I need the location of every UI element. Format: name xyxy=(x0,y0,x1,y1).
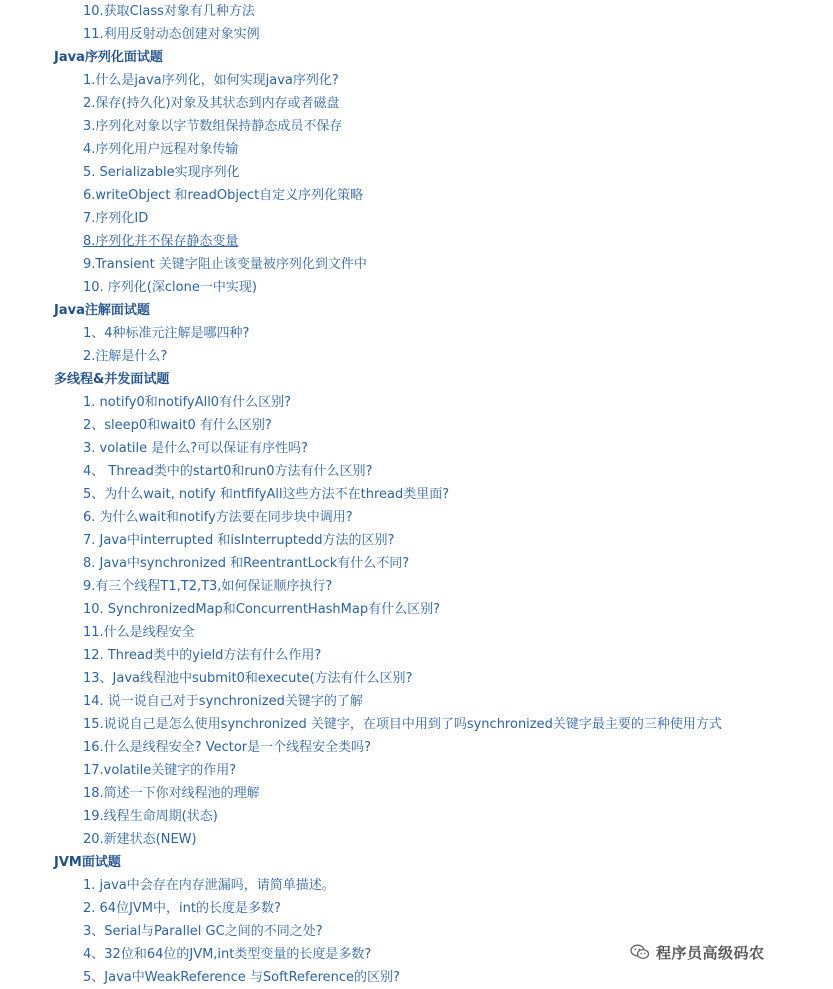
toc-link[interactable]: 5、Java中WeakReference 与SoftReference的区别? xyxy=(83,970,400,985)
toc-link[interactable]: 10. SynchronizedMap和ConcurrentHashMap有什么区别? xyxy=(83,602,441,617)
toc-link[interactable]: 3.序列化对象以字节数组保持静态成员不保存 xyxy=(83,119,343,134)
toc-link[interactable]: 2.保存(持久化)对象及其状态到内存或者磁盘 xyxy=(83,96,340,111)
toc-link[interactable]: 10. 序列化(深clone一中实现) xyxy=(83,280,257,295)
toc-link[interactable]: 11.利用反射动态创建对象实例 xyxy=(83,27,260,42)
toc-link[interactable]: 2、sleep0和wait0 有什么区别? xyxy=(83,418,272,433)
toc-link[interactable]: 6. 为什么wait和notify方法要在同步块中调用? xyxy=(83,510,353,525)
toc-link[interactable]: 11.什么是线程安全 xyxy=(83,625,195,640)
section-heading: JVM面试题 xyxy=(54,855,121,870)
toc-link[interactable]: 5. Serializable实现序列化 xyxy=(83,165,240,180)
toc-link[interactable]: 3、Serial与Parallel GC之间的不同之处? xyxy=(83,924,323,939)
toc-link[interactable]: 6.writeObject 和readObject自定义序列化策略 xyxy=(83,188,364,203)
toc-link[interactable]: 5、为什么wait, notify 和ntfifyAll这些方法不在thread类里面? xyxy=(83,487,450,502)
toc-link[interactable]: 12. Thread类中的yield方法有什么作用? xyxy=(83,648,322,663)
toc-link[interactable]: 9.Transient 关键字阻止该变量被序列化到文件中 xyxy=(83,257,367,272)
toc-link[interactable]: 16.什么是线程安全? Vector是一个线程安全类吗? xyxy=(83,740,372,755)
watermark xyxy=(630,939,765,965)
toc-link[interactable]: 4、32位和64位的JVM,int类型变量的长度是多数? xyxy=(83,947,372,962)
toc-link[interactable]: 18.简述一下你对线程池的理解 xyxy=(83,786,260,801)
toc-link[interactable]: 7.序列化ID xyxy=(83,211,149,226)
toc-link[interactable]: 19.线程生命周期(状态) xyxy=(83,809,218,824)
toc-link[interactable]: 4、 Thread类中的start0和run0方法有什么区别? xyxy=(83,464,373,479)
toc-link[interactable]: 4.序列化用户远程对象传输 xyxy=(83,142,239,157)
toc-link[interactable]: 1. notify0和notifyAll0有什么区别? xyxy=(83,395,291,410)
toc-link[interactable]: 1、4种标准元注解是哪四种? xyxy=(83,326,250,341)
watermark-text: 程序员高级码农 xyxy=(656,943,765,962)
toc-link[interactable]: 8.序列化并不保存静态变量 xyxy=(83,234,239,249)
section-heading: Java序列化面试题 xyxy=(54,50,163,65)
toc-link[interactable]: 15.说说自己是怎么使用synchronized 关键字，在项目中用到了吗synchronized关键字最主要的三种使用方式 xyxy=(83,717,722,732)
toc-link[interactable]: 2.注解是什么? xyxy=(83,349,168,364)
wechat-icon xyxy=(630,944,650,960)
toc-link[interactable]: 1.什么是java序列化，如何实现java序列化? xyxy=(83,73,339,88)
toc-link[interactable]: 3. volatile 是什么?可以保证有序性吗? xyxy=(83,441,309,456)
section-heading: 多线程&并发面试题 xyxy=(54,372,170,387)
toc-link[interactable]: 20.新建状态(NEW) xyxy=(83,832,197,847)
toc-link[interactable]: 14. 说一说自己对于synchronized关键字的了解 xyxy=(83,694,363,709)
toc-link[interactable]: 9.有三个线程T1,T2,T3,如何保证顺序执行? xyxy=(83,579,333,594)
toc-link[interactable]: 17.volatile关键字的作用? xyxy=(83,763,237,778)
toc-link[interactable]: 13、Java线程池中submit0和execute(方法有什么区别? xyxy=(83,671,413,686)
toc-link[interactable]: 1. java中会存在内存泄漏吗，请简单描述。 xyxy=(83,878,335,893)
toc-link[interactable]: 2. 64位JVM中，int的长度是多数? xyxy=(83,901,281,916)
section-heading: Java注解面试题 xyxy=(54,303,150,318)
toc-link[interactable]: 7. Java中interrupted 和isInterruptedd方法的区别? xyxy=(83,533,395,548)
toc-link[interactable]: 8. Java中synchronized 和ReentrantLock有什么不同? xyxy=(83,556,410,571)
toc-link[interactable]: 10.获取Class对象有几种方法 xyxy=(83,4,255,19)
